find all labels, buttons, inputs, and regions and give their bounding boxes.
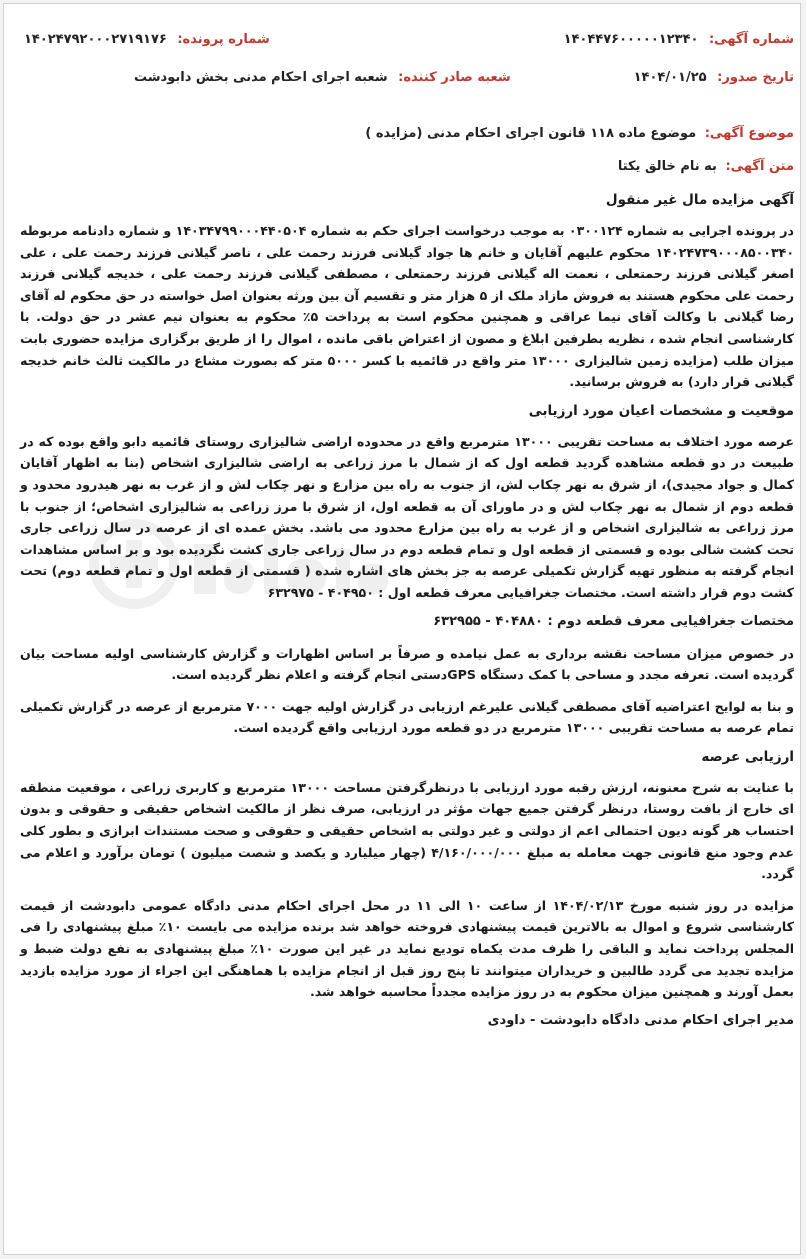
file-number <box>24 32 270 47</box>
paragraph-auction-terms: مزایده در روز شنبه مورخ ۱۴۰۴/۰۲/۱۳ از ساعت ۱۰ الی ۱۱ در محل اجرای احکام مدنی دادگاه عمومی دابودشت از قیمت کارشناسی شروع و اموال به بالاترین قیمت پیشنهادی فروخته خواهد شد برنده مزایده می بایست ۱۰٪ مبلغ پیشنهادی را فی المجلس پرداخت نماید و الباقی را ظرف مدت یکماه تودیع نماید در غیر این صورت ۱۰٪ مبلغ پیشنهادی به نفع دولت ضبط و مزایده تجدید می گردد طالبین و خریداران میتوانند تا پنج روز قبل از انجام مزایده با هماهنگی این اجراء از مورد مزایده بازدید بعمل آورند و همچنین میزان محکوم به در روز مزایده مجدداً محاسبه خواهد شد. <box>20 897 795 1000</box>
notice-subject <box>20 126 794 141</box>
paragraph-case-details: در پرونده اجرایی به شماره ۰۳۰۰۱۲۴ به موجب درخواست اجرای حکم به شماره ۱۴۰۳۴۷۹۹۰۰۰۴۴۰۵۰۴ و شماره دادنامه مربوطه ۱۴۰۲۴۷۳۹۰۰۰۸۵۰۰۳۴۰ محکوم علیهم آقایان و خانم ها جواد گیلانی فرزند رحمت علی ، ناصر گیلانی فرزند رحمت علی ، علی اصغر گیلانی فرزند رحمتعلی ، نعمت اله گیلانی فرزند رحمتعلی ، مصطفی گیلانی فرزند رحمت علی ، خدیجه گیلانی فرزند رحمت علی محکوم هستند به فروش مازاد ملک از ۵ هزار متر و تقسیم آن بین ورثه بعنوان اصل خواسته در حق محکوم له آقای رضا گیلانی با وکالت آقای نیما عراقی و همچنین محکوم است به پرداخت ۵٪ محکوم به بعنوان نیم عشر در حق دولت. با کارشناسی انجام شده ، نظریه بطرفین ابلاغ و مصون از اعتراض باقی مانده ، اموال را از طریق برگزاری مزایده حضوری بابت میزان طلب (مزایده زمین شالیزاری ۱۳۰۰۰ متر واقع در قائمیه با کسر ۵۰۰۰ متر که بصورت مشاع در مالکیت ثالث خانم خدیجه گیلانی قرار دارد) به فروش برسانید. <box>20 223 794 390</box>
meta-row-2 <box>20 70 794 108</box>
paragraph-property-description: عرصه مورد اختلاف به مساحت تقریبی ۱۳۰۰۰ مترمربع واقع در محدوده اراضی شالیزاری روستای قائمیه دابو واقع بوده که در طبیعت در دو قطعه مشاهده گردید قطعه اول که از شمال با مرز زراعی به اراضی شالیزاری اشخاص (بنا به اظهار آقایان کمال و جواد مجیدی)، از شرق به نهر چکاب لش، از جنوب به راه بین مزارع و نهر چکاب لش و از غرب به نهر هیدرود محدود و قطعه دوم از شمال به نهر چکاب لش و در ماورای آن به قطعه اول، از شرق با مرز زراعی به شالیزاری اشخاص؛ از جنوب با مرز زراعی به شالیزاری اشخاص و از غرب به راه بین مزارع محدود می باشد. بخش عمده ای از عرصه در سال زراعی جاری تحت کشت شالی بوده و قسمتی از قطعه اول و تمام قطعه دوم در سال زراعی جاری کشت نگردیده بود و بر اساس مشاهدات انجام گرفته به منظور تهیه گزارش تکمیلی عرصه به جز بخش های اشاره شده ( قسمتی از قطعه اول و تمام قطعه دوم) تحت کشت دوم قرار داشته است. مختصات جغرافیایی معرف قطعه اول : ۴۰۴۹۵۰ - ۶۳۲۹۷۵ <box>20 433 794 600</box>
issuer-value: شعبه اجرای احکام مدنی بخش دابودشت <box>134 70 388 85</box>
notice-number-value: ۱۴۰۴۴۷۶۰۰۰۰۰۱۲۳۴۰ <box>563 32 699 47</box>
paragraph-valuation: با عنایت به شرح معنونه، ارزش رقبه مورد ارزیابی با درنظرگرفتن مساحت ۱۳۰۰۰ مترمربع و کاربری زراعی ، موقعیت منطقه ای خارج از بافت روستا، درنظر گرفتن جمیع جهات مؤثر در ارزیابی، صرف نظر از مالکیت اشخاص حقیقی و حقوقی و بدون احتساب هر گونه دیون احتمالی اعم از دولتی و غیر دولتی به اشخاص حقیقی و حقوقی و صحت مستندات ابرازی و بطور کلی عدم وجود منع قانونی جهت معامله به مبلغ ۴/۱۶۰/۰۰۰/۰۰۰ (چهار میلیارد و یکصد و شصت میلیون ) تومان برآورد و اعلام می گردد. <box>20 779 794 882</box>
file-number-label: شماره پرونده: <box>177 32 270 47</box>
notice-subject-label: موضوع آگهی: <box>704 126 794 141</box>
issue-date-value: ۱۴۰۴/۰۱/۲۵ <box>633 70 707 85</box>
meta-row-1 <box>20 32 794 70</box>
notice-title: آگهی مزایده مال غیر منقول <box>605 192 794 208</box>
paragraph-survey: در خصوص میزان مساحت نقشه برداری به عمل نیامده و صرفاً بر اساس اظهارات و گزارش کارشناسی اولیه مساحت بیان گردیده است. تعرفه مجدد و مساحی با کمک دستگاه GPSدستی انجام گرفته و اعلام نظر گردیده است. <box>20 645 794 683</box>
issue-date-label: تاریخ صدور: <box>717 70 794 85</box>
paragraph-objection: و بنا به لوایح اعتراضیه آقای مصطفی گیلانی علیرغم ارزیابی در گزارش اولیه جهت ۷۰۰۰ مترمربع از عرصه در گزارش تکمیلی تمام عرصه به مساحت تقریبی ۱۳۰۰۰ مترمربع در دو قطعه مورد ارزیابی واقع گردیده است. <box>20 698 795 736</box>
file-number-value: ۱۴۰۲۴۷۹۲۰۰۰۲۷۱۹۱۷۶ <box>24 32 167 47</box>
issuer-label: شعبه صادر کننده: <box>398 70 511 85</box>
coordinates-plot-two: مختصات جغرافیایی معرف قطعه دوم : ۴۰۴۸۸۰ - ۶۳۲۹۵۵ <box>433 613 794 629</box>
notice-subject-value: موضوع ماده ۱۱۸ قانون اجرای احکام مدنی (مزایده ) <box>365 126 697 141</box>
notice-number <box>564 32 794 47</box>
notice-number-label: شماره آگهی: <box>708 32 794 47</box>
notice-text-value: به نام خالق یکتا <box>617 159 717 174</box>
notice-text-label: متن آگهی: <box>725 159 794 174</box>
issuer <box>134 70 511 85</box>
notice-text-intro <box>20 159 794 174</box>
signature: مدیر اجرای احکام مدنی دادگاه دابودشت - داودی <box>487 1012 794 1028</box>
document-frame <box>3 3 801 1255</box>
notice-page <box>20 32 794 1028</box>
issue-date <box>634 70 794 85</box>
location-heading: موقعیت و مشخصات اعیان مورد ارزیابی <box>528 402 794 419</box>
valuation-heading: ارزیابی عرصه <box>701 748 794 765</box>
